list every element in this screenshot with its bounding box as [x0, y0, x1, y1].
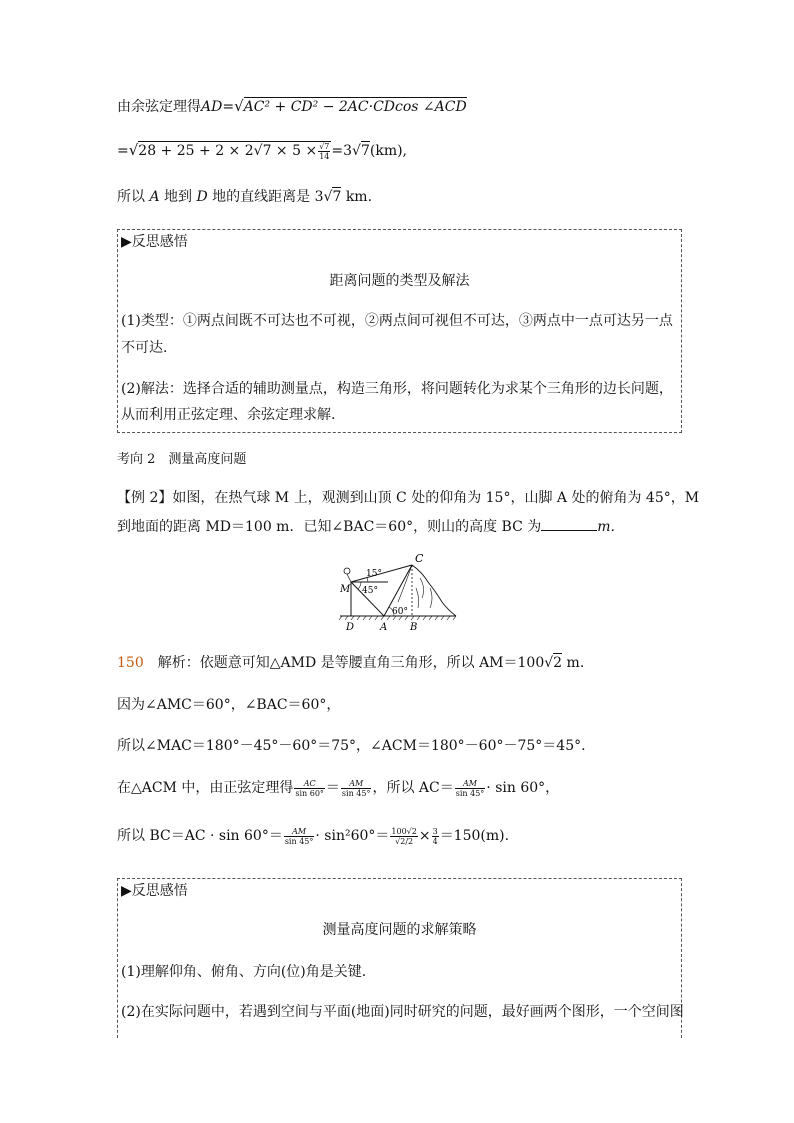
text: km.: [341, 189, 373, 205]
text: 地到: [164, 189, 193, 205]
mountain-figure: [330, 552, 460, 634]
text: ＝150(m).: [439, 828, 510, 844]
box-paragraph: 不可达.: [121, 340, 168, 356]
box-paragraph: (1)类型：①两点间既不可达也不可视，②两点间可视但不可达，③两点中一点可达另一点: [121, 313, 673, 329]
label-15deg: 15°: [366, 569, 382, 579]
example-line-2: [117, 516, 615, 536]
formula-line-1: 由余弦定理得AD=√AC² + CD² − 2AC·CDcos ∠ACD: [117, 97, 467, 115]
box-title: 距离问题的类型及解法: [329, 273, 470, 289]
text: =: [117, 143, 129, 159]
box-title: 测量高度问题的求解策略: [322, 922, 477, 938]
text: × 5 ×: [271, 143, 318, 159]
text: 所以 BC＝AC · sin 60°＝: [117, 828, 283, 844]
text: ×: [418, 828, 431, 844]
text: 7: [332, 189, 342, 205]
reflection-box-1: [117, 229, 682, 433]
solution-line-2: 因为∠AMC＝60°，∠BAC＝60°，: [117, 697, 341, 713]
text: 到地面的距离 MD＝100 m．已知∠BAC＝60°，则山的高度 BC 为: [117, 519, 542, 535]
solution-line-4: [117, 777, 559, 798]
solution-line-1: 150 解析：依题意可知△AMD 是等腰直角三角形，所以 AM＝100√2 m.: [117, 655, 585, 671]
formula-line-2: =√28 + 25 + 2 × 2√7 × 5 × $\frac{√7}{14}$ =3√7(km),: [117, 141, 408, 161]
var: AD: [201, 99, 223, 115]
text: 28 + 25 + 2 × 2: [138, 143, 254, 159]
fraction: $\frac{100√2}{√2/2}$: [391, 826, 417, 846]
label-M: M: [340, 584, 351, 595]
text: =: [222, 99, 235, 115]
formula-line-3: 所以 A 地到 D 地的直线距离是 3√7 km.: [117, 189, 373, 205]
box-paragraph: (2)解法：选择合适的辅助测量点，构造三角形，将问题转化为求某个三角形的边长问题，: [121, 381, 673, 397]
label-45deg: 45°: [362, 586, 378, 596]
balloon-icon: [344, 568, 350, 574]
section-heading: 考向 2 测量高度问题: [117, 452, 247, 467]
label-60deg: 60°: [392, 607, 408, 617]
var: A: [149, 189, 160, 205]
text: ＝: [325, 780, 340, 796]
box-header: ▶反思感悟: [121, 234, 188, 250]
fraction: $\frac{√7}{14}$: [319, 141, 330, 161]
sqrt-content: AC² + CD² − 2AC·CDcos ∠ACD: [243, 99, 467, 115]
solution-line-3: 所以∠MAC＝180°－45°－60°＝75°，∠ACM＝180°－60°－75°＝45°.: [117, 738, 586, 754]
label-A: A: [380, 622, 388, 633]
box-paragraph: (1)理解仰角、俯角、方向(位)角是关键.: [121, 964, 367, 980]
text: 7: [262, 143, 272, 159]
fraction: $\frac{AM}{\sin 45^\circ}$: [284, 826, 314, 846]
answer-blank: [541, 518, 597, 531]
var: D: [196, 189, 208, 205]
solution-line-5: [117, 825, 509, 846]
label-C: C: [415, 552, 424, 565]
box-paragraph: (2)在实际问题中，若遇到空间与平面(地面)同时研究的问题，最好画两个图形，一个空间图: [121, 1004, 684, 1020]
text: ，所以 AC＝: [372, 780, 454, 796]
box-paragraph: 从而利用正弦定理、余弦定理求解.: [121, 407, 336, 423]
text: 由余弦定理得: [117, 99, 201, 115]
box-header: ▶反思感悟: [121, 883, 188, 899]
mountain-outline: [412, 565, 456, 616]
text: 地的直线距离是 3: [212, 189, 324, 205]
text: 在△ACM 中，由正弦定理得: [117, 780, 294, 796]
text: 7: [360, 143, 370, 159]
answer-value: 150: [117, 655, 144, 671]
fraction: $\frac{AM}{\sin 45^\circ}$: [455, 778, 485, 798]
text: 所以: [117, 189, 145, 205]
text: · sin 60°，: [486, 780, 560, 796]
label-B: B: [410, 622, 418, 633]
example-line-1: 【例 2】如图，在热气球 M 上，观测到山顶 C 处的仰角为 15°，山脚 A 处的俯角为 45°，M: [117, 490, 700, 506]
label-D: D: [346, 622, 355, 633]
text: =3: [331, 143, 353, 159]
text: 2: [553, 655, 563, 671]
fraction: $\frac{AM}{\sin 45^\circ}$: [341, 778, 371, 798]
text: 解析：依题意可知△AMD 是等腰直角三角形，所以 AM＝100: [157, 655, 545, 671]
text: (km),: [369, 143, 408, 159]
text: · sin²60°＝: [315, 828, 390, 844]
reflection-box-2: [117, 878, 682, 1038]
text: m.: [562, 655, 585, 671]
text: m.: [597, 519, 616, 535]
fraction: $\frac{AC}{\sin 60^\circ}$: [295, 778, 324, 798]
fraction: $\frac{3}{4}$: [432, 826, 438, 846]
